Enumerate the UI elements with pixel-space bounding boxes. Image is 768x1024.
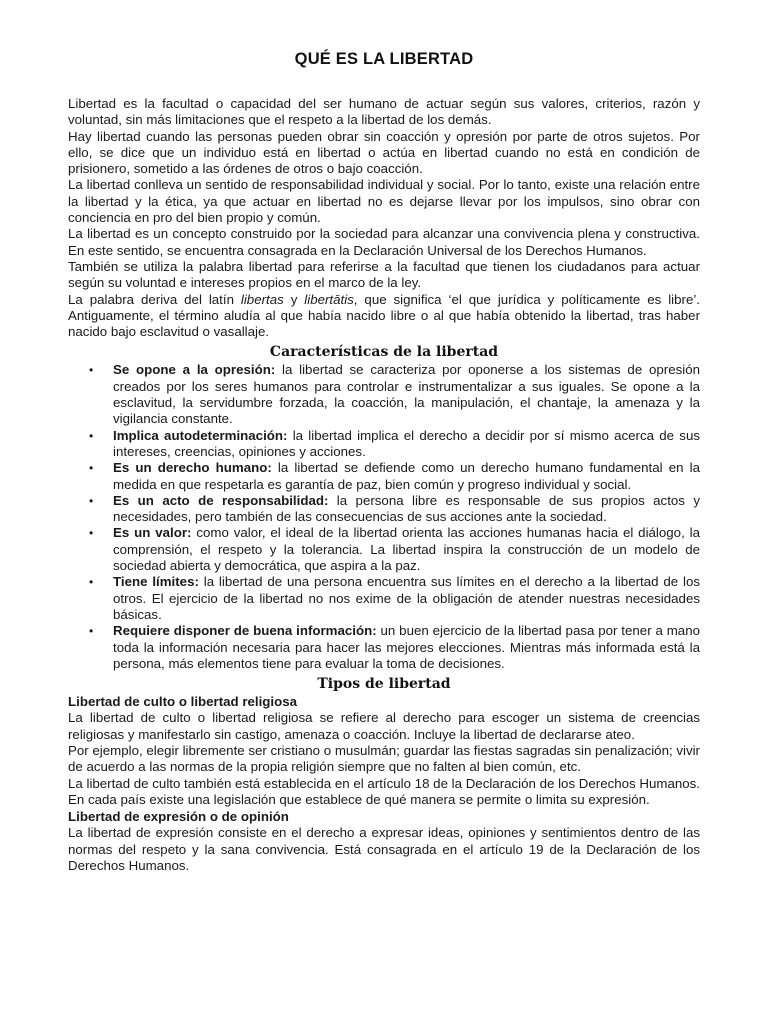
item-label: Se opone a la opresión: — [113, 362, 276, 378]
item-text: la libertad se defiende como un derecho humano fundamental en la medida en que respetarla es garantía de paz, bien común y progreso individual y social. — [113, 460, 700, 492]
item-label: Es un valor: — [113, 525, 192, 541]
item-text: la persona libre es responsable de sus propios actos y necesidades, pero también de las consecuencias de sus acciones ante la sociedad. — [113, 492, 700, 525]
item-label: Tiene límites: — [113, 574, 199, 590]
religious-paragraph-2: Por ejemplo, elegir libremente ser cristiano o musulmán; guardar las fiestas sagradas sin penalización; vivir de acuerdo a las normas de la propia religión siempre que no falten al bien común, etc. — [68, 742, 700, 775]
religious-freedom-heading: Libertad de culto o libertad religiosa — [68, 694, 298, 710]
list-item — [89, 623, 700, 672]
characteristics-list — [68, 362, 700, 672]
bullet-icon: • — [89, 493, 94, 508]
intro-paragraph-5: También se utiliza la palabra libertad para referirse a la facultad que tienen los ciudadanos para actuar según su voluntad e intereses propios en el marco de la ley. — [68, 258, 700, 291]
expression-freedom-heading: Libertad de expresión o de opinión — [68, 809, 289, 825]
intro-section — [68, 96, 700, 340]
list-item — [89, 362, 700, 427]
item-text: la libertad implica el derecho a decidir por sí mismo acerca de sus intereses, creencias, opiniones y acciones. — [113, 427, 700, 459]
item-label: Requiere disponer de buena información: — [113, 623, 377, 639]
bullet-icon: • — [89, 624, 94, 639]
types-heading: Tipos de libertad — [317, 676, 451, 693]
bullet-icon: • — [89, 526, 94, 541]
intro-paragraph-2: Hay libertad cuando las personas pueden obrar sin coacción y opresión por parte de otros sujetos. Por ello, se dice que un individuo está en libertad o actúa en libertad cuando no está en condición de prisionero, sometido a las órdenes de otros o bajo coacción. — [68, 128, 700, 177]
intro-paragraph-6 — [68, 292, 700, 341]
expression-paragraph-1: La libertad de expresión consiste en el derecho a expresar ideas, opiniones y sentimientos dentro de las normas del respeto y la sana convivencia. Está consagrada en el artículo 19 de la Declaración de los Derechos Humanos. — [68, 825, 700, 874]
intro-paragraph-1: Libertad es la facultad o capacidad del ser humano de actuar según sus valores, criterios, razón y voluntad, sin más limitaciones que el respeto a la libertad de los demás. — [68, 96, 700, 128]
etymology-text-c: , que significa ‘el que jurídica y políticamente es libre’. Antiguamente, el término aludía al que había nacido libre o al que había obtenido la libertad, tras haber nacido bajo esclavitud o vasallaje. — [68, 291, 700, 340]
item-label: Implica autodeterminación: — [113, 427, 288, 443]
list-item — [89, 525, 700, 574]
item-label: Es un acto de responsabilidad: — [113, 492, 329, 508]
intro-paragraph-4: La libertad es un concepto construido por la sociedad para alcanzar una convivencia plena y constructiva. En este sentido, se encuentra consagrada en la Declaración Universal de los Derechos Humanos. — [68, 226, 700, 258]
list-item — [89, 492, 700, 526]
item-text: la libertad de una persona encuentra sus límites en el derecho a la libertad de los otros. El ejercicio de la libertad no nos exime de la obligación de atender nuestras necesidades básicas. — [113, 574, 700, 622]
bullet-icon: • — [89, 575, 94, 590]
item-text: la libertad se caracteriza por oponerse a los sistemas de opresión creados por los seres humanos para controlar e instrumentalizar a sus iguales. Se opone a la esclavitud, la servidumbre forzada, la coacción, la manipulación, el chantaje, la amenaza y la vigilancia constante. — [113, 362, 700, 427]
item-text: como valor, el ideal de la libertad orienta las acciones humanas hacia el diálogo, la comprensión, el respeto y la tolerancia. La libertad inspira la construcción de un modelo de sociedad abierta y democrática, que aspira a la paz. — [113, 525, 700, 574]
latin-word-libertas: libertas — [240, 291, 284, 307]
religious-paragraph-1: La libertad de culto o libertad religiosa se refiere al derecho para escoger un sistema de creencias religiosas y manifestarlo sin castigo, amenaza o coacción. Incluye la libertad de declararse ateo. — [68, 710, 700, 742]
etymology-text-b: y — [283, 291, 305, 307]
etymology-text-a: La palabra deriva del latín — [68, 291, 241, 307]
intro-paragraph-3: La libertad conlleva un sentido de responsabilidad individual y social. Por lo tanto, existe una relación entre la libertad y la ética, ya que actuar en libertad no es dejarse llevar por los impulsos, sino obrar con conciencia en pro del bien propio y común. — [68, 177, 700, 226]
latin-word-libertatis: libertātis — [304, 291, 354, 307]
religious-paragraph-3: La libertad de culto también está establecida en el artículo 18 de la Declaración de los Derechos Humanos. En cada país existe una legislación que establece de qué manera se permite o limita su expresión. — [68, 775, 700, 807]
bullet-icon: • — [89, 428, 94, 443]
list-item — [89, 574, 700, 623]
list-item — [89, 460, 700, 493]
item-text: un buen ejercicio de la libertad pasa por tener a mano toda la información necesaria para hacer las mejores elecciones. Mientras más informada está la persona, más elementos tiene para evaluar la toma de decisiones. — [113, 623, 700, 671]
bullet-icon: • — [89, 363, 94, 378]
page-title: QUÉ ES LA LIBERTAD — [294, 50, 474, 68]
item-label: Es un derecho humano: — [113, 460, 272, 476]
list-item — [89, 427, 700, 461]
characteristics-heading: Características de la libertad — [269, 344, 499, 361]
bullet-icon: • — [89, 461, 94, 476]
